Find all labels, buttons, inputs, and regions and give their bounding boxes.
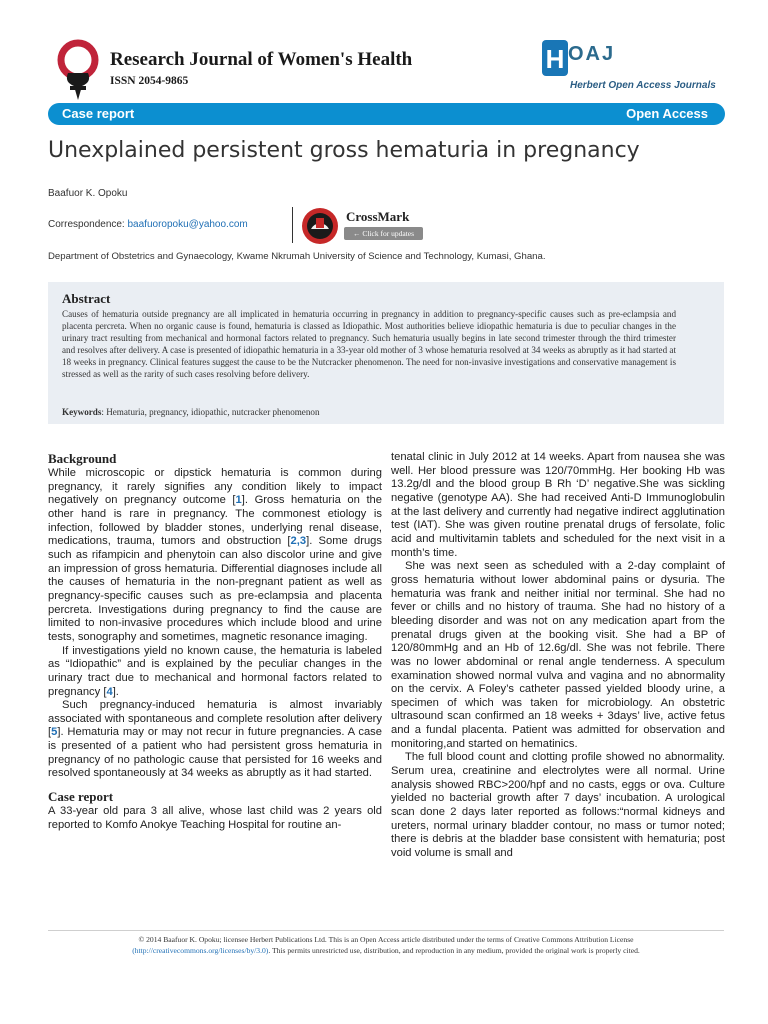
crossmark-title[interactable]: CrossMark (346, 209, 410, 224)
background-paragraph-2: If investigations yield no known cause, the hematuria is labeled as “Idiopathic” and is explained by the peculiar changes in the urinary tract due to mechanical and hormonal factors related to pregnancy [4]. (48, 644, 382, 698)
abstract-text: Causes of hematuria outside pregnancy are all implicated in hematuria occurring in pregnancy in addition to pregnancy-specific causes such as pre-eclampsia and placenta percreta. When no organic cause is found, hematuria is classed as Idiopathic. Most authorities believe idiopathic hematuria is due to peculiar changes in the urinary tract resulting from mechanical and hormonal factors related to pregnancy. Such hematuria usually begins in late second trimester through the third trimester and resolves after delivery. A case is presented of idiopathic hematuria in a 33-year old mother of 3 whose hematuria resolved at 34 weeks as abruptly as it had started at 18 weeks in pregnancy. Clinical features suggest the cause to be the Nutcracker phenomenon. The need for non-invasive investigations and conservative management is stressed as well as the rarity of such cases resolving before delivery. (62, 309, 676, 379)
affiliation: Department of Obstetrics and Gynaecology, Kwame Nkrumah University of Science and Technology, Kumasi, Ghana. (48, 251, 546, 262)
keywords-list: : Hematuria, pregnancy, idiopathic, nutcracker phenomenon (101, 407, 320, 417)
correspondence-label: Correspondence: (48, 219, 125, 230)
license-text-2: . This permits unrestricted use, distribution, and reproduction in any medium, provided the original work is properly cited. (268, 946, 640, 955)
body-column-left (48, 451, 382, 832)
reference-link[interactable]: 2,3 (290, 535, 307, 548)
crossmark-icon[interactable] (300, 206, 340, 246)
license-text: © 2014 Baafuor K. Opoku; licensee Herbert Publications Ltd. This is an Open Access article distributed under the terms of Creative Commons Attribution License (138, 935, 634, 944)
hoaj-logo-letter: H (545, 44, 565, 74)
open-access-label: Open Access (626, 106, 708, 121)
reference-link[interactable]: 1 (235, 494, 242, 507)
background-heading: Background (48, 451, 117, 466)
issn: ISSN 2054-9865 (110, 75, 189, 87)
article-title: Unexplained persistent gross hematuria in pregnancy (48, 138, 640, 163)
reference-link[interactable]: 4 (106, 685, 113, 698)
keywords (62, 407, 320, 417)
article-type-label: Case report (62, 106, 135, 121)
license-link[interactable]: (http://creativecommons.org/licenses/by/3.0) (132, 946, 269, 955)
case-report-paragraph-1: A 33-year old para 3 all alive, whose last child was 2 years old reported to Komfo Anokye Teaching Hospital for routine an- (48, 805, 382, 831)
license-footer (48, 934, 724, 956)
hoaj-logo-icon (542, 40, 568, 76)
crossmark-divider (292, 207, 293, 243)
footer-divider (48, 930, 724, 931)
background-paragraph-3: Such pregnancy-induced hematuria is almost invariably associated with spontaneous and complete resolution after delivery [5]. Hematuria may or may not recur in future pregnancies. A case is presented of a patient who had persistent gross hematuria in pregnancy of no pathologic cause that persisted for 16 weeks and resolved spontaneously at 34 weeks as abruptly as it had started. (48, 699, 382, 780)
keywords-label: Keywords (62, 407, 102, 417)
background-paragraph-1: While microscopic or dipstick hematuria is common during pregnancy, it rarely signifies any condition likely to impact negatively on pregnancy outcome [1]. Gross hematuria on the other hand is rare in pregnancy. The commonest etiology is infection, followed by bladder stones, underlying renal disease, medications, trauma, tumors and obstruction [2,3]. Some drugs such as rifampicin and phenytoin can also discolor urine and give an impression of gross hematuria. Differential diagnoses include all the causes of hematuria in the non-pregnant patient as well as pregnancy-specific causes such as pre-eclampsia and placenta percreta. Investigations during pregnancy to find the cause are limited to non-invasive procedures which include blood and urine tests, sonography and sometimes, magnetic resonance imaging. (48, 467, 383, 643)
publisher-name: Herbert Open Access Journals (570, 80, 716, 91)
abstract-heading: Abstract (62, 291, 111, 306)
correspondence (48, 219, 248, 230)
article-type-band (48, 103, 725, 125)
crossmark-updates-button[interactable]: ← Click for updates (344, 227, 423, 240)
case-report-paragraph-2: tenatal clinic in July 2012 at 14 weeks. Apart from nausea she was well. Her blood pressure was 120/70mmHg. Her booking Hb was 13.2g/dl and the blood group B Rh ‘D’ negative.She was sickling negative (genotype AA). She had received Anti-D Immunoglobulin at the last delivery and currently had negative indirect agglutination test (IAT). She was given routine prenatal drugs of fersolate, folic acid and multivitamin tablets and scheduled for the next visit in a month’s time. (391, 451, 725, 559)
correspondence-email-link[interactable]: baafuoropoku@yahoo.com (127, 219, 248, 230)
body-column-right (391, 451, 725, 861)
case-report-paragraph-4: The full blood count and clotting profile showed no abnormality. Serum urea, creatinine and electrolytes were all normal. Urine analysis showed RBC>200/hpf and no casts, eggs or ova. Culture yielded no bacterial growth after 7 days’ incubation. A urological scan done 2 days later reported as follows:“normal kidneys and ureters, normal urinary bladder contour, no mass or tumor noted; there is debris at the bladder base consistent with hematuria; post void volume is small and (391, 751, 725, 860)
journal-logo (54, 38, 106, 100)
case-report-paragraph-3: She was next seen as scheduled with a 2-day complaint of gross hematuria without lower abdominal pains or dysuria. The hematuria was frank and neither initial nor terminal. She had no fever or chills and no history of trauma. She had no history of a bleeding disorder and was not on any medication apart from the prenatal drugs given at the booking visit. She had a BP of 120/80mmHg and an Hb of 12.6g/dl. She was not febrile. There was no lower abdominal or renal angle tenderness. A speculum examination showed normal vulva and vagina and no abnormality on the cervix. A Foley’s catheter passed yielded bloody urine, a specimen of which was taken for microbiology. An obstetric ultrasound scan confirmed an 18 weeks + 3days’ live, active fetus and a fundal placenta. Patient was admitted for observation and monitoring,and started on hematinics. (391, 560, 725, 750)
journal-title: Research Journal of Women's Health (110, 49, 413, 70)
hoaj-logo-text: OAJ (568, 43, 616, 65)
case-report-heading: Case report (48, 789, 114, 805)
author-name: Baafuor K. Opoku (48, 188, 128, 199)
reference-link[interactable]: 5 (51, 726, 58, 739)
